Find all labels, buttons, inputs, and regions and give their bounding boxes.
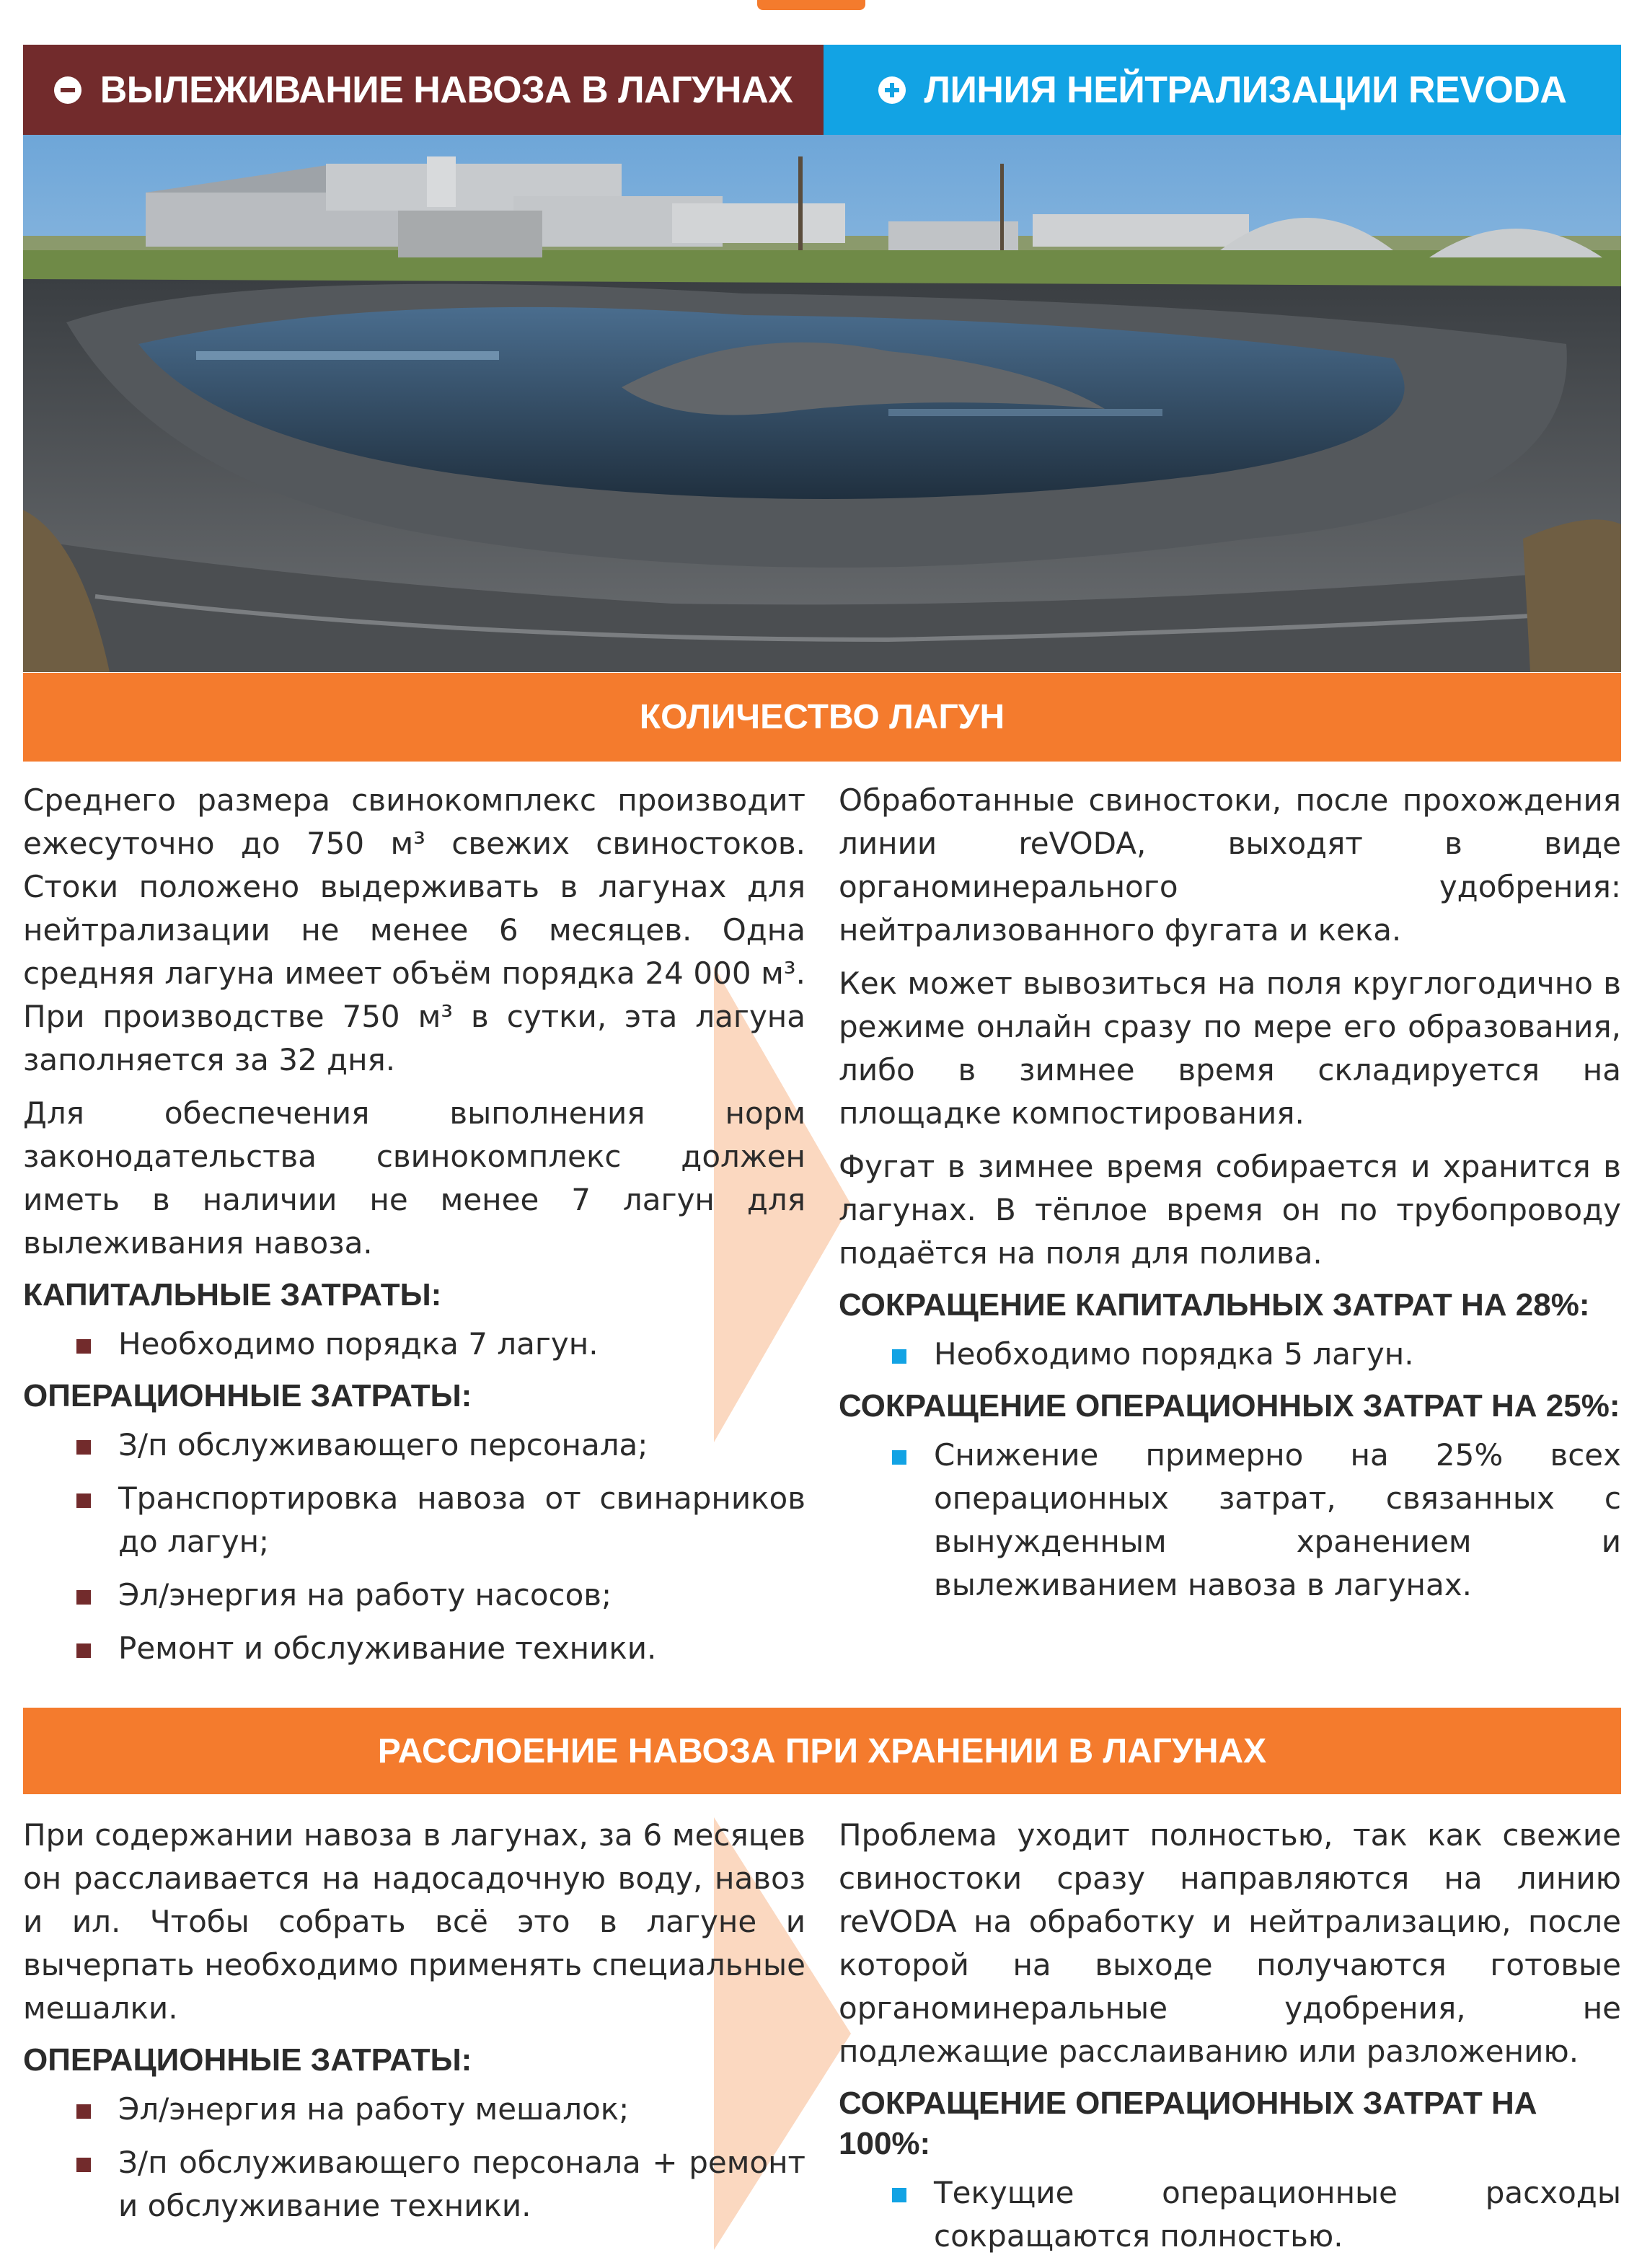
header-revoda-line [824, 45, 1621, 135]
opex-reduction-heading: СОКРАЩЕНИЕ ОПЕРАЦИОННЫХ ЗАТРАТ НА 100%: [839, 2086, 1537, 2161]
list-item: Текущие операционные расходы сокращаются полностью. [839, 2171, 1621, 2258]
capex-list [23, 1323, 805, 1366]
header-right-label: ЛИНИЯ НЕЙТРАЛИЗАЦИИ REVODA [924, 69, 1567, 111]
bullet-square-icon [76, 2104, 91, 2119]
bullet-square-icon [76, 1440, 91, 1455]
list-item: Необходимо порядка 7 лагун. [23, 1323, 805, 1366]
paragraph: Проблема уходит полностью, так как свежие свиностоки сразу направляются на линию reVODA на обработку и нейтрализацию, после которой на выходе получаются готовые органоминеральные удобрения, не подлежащие расслаиванию или разложению. [839, 1817, 1621, 2069]
paragraph: Кек может вывозиться на поля круглогодично в режиме онлайн сразу по мере его образования, либо в зимнее время складируется на площадке компостирования. [839, 966, 1621, 1131]
paragraph: Фугат в зимнее время собирается и хранится в лагунах. В тёплое время он по трубопроводу подаётся на поля для полива. [839, 1149, 1621, 1271]
list-item: Эл/энергия на работу мешалок; [23, 2088, 805, 2131]
plus-circle-icon [878, 76, 906, 104]
section2-right-column [839, 1814, 1621, 2268]
opex-list [23, 1424, 805, 1670]
capex-list [839, 1333, 1621, 1376]
list-item: З/п обслуживающего персонала; [23, 1424, 805, 1467]
bullet-square-icon [76, 1339, 91, 1354]
opex-heading: ОПЕРАЦИОННЫЕ ЗАТРАТЫ: [23, 1378, 472, 1413]
capex-heading: КАПИТАЛЬНЫЕ ЗАТРАТЫ: [23, 1277, 442, 1312]
bullet-square-icon [76, 1493, 91, 1508]
section1-right-column [839, 779, 1621, 1617]
bullet-square-icon [76, 1643, 91, 1658]
opex-reduction-heading: СОКРАЩЕНИЕ ОПЕРАЦИОННЫХ ЗАТРАТ НА 25%: [839, 1388, 1620, 1424]
list-item: Необходимо порядка 5 лагун. [839, 1333, 1621, 1376]
paragraph: Среднего размера свинокомплекс производит ежесуточно до 750 м³ свежих свиностоков. Стоки положено выдерживать в лагунах для нейтрализации не менее 6 месяцев. Одна средняя лагуна имеет объём порядка 24 000 м³. При производстве 750 м³ в сутки, эта лагуна заполняется за 32 дня. [23, 782, 805, 1077]
bullet-square-icon [76, 2158, 91, 2172]
section-stratification-title [23, 1708, 1621, 1794]
opex-list [839, 2171, 1621, 2258]
bullet-square-icon [892, 1349, 906, 1364]
opex-heading: ОПЕРАЦИОННЫЕ ЗАТРАТЫ: [23, 2042, 472, 2078]
top-decoration [757, 0, 865, 10]
section1-left-column [23, 779, 805, 1680]
paragraph: При содержании навоза в лагунах, за 6 месяцев он расслаивается на надосадочную воду, навоз и ил. Чтобы собрать всё это в лагуне и вычерпать необходимо применять специальные мешалки. [23, 1817, 805, 2026]
opex-list [23, 2088, 805, 2228]
header-left-label: ВЫЛЕЖИВАНИЕ НАВОЗА В ЛАГУНАХ [100, 69, 793, 111]
capex-reduction-heading: СОКРАЩЕНИЕ КАПИТАЛЬНЫХ ЗАТРАТ НА 28%: [839, 1287, 1590, 1323]
list-item: Снижение примерно на 25% всех операционных затрат, связанных с вынужденным хранением и вылеживанием навоза в лагунах. [839, 1434, 1621, 1607]
header-lagoon-aging [23, 45, 824, 135]
bullet-square-icon [892, 1450, 906, 1465]
bullet-square-icon [892, 2188, 906, 2202]
section2-left-column [23, 1814, 805, 2238]
section1-title: КОЛИЧЕСТВО ЛАГУН [639, 698, 1005, 736]
list-item: Транспортировка навоза от свинарников до лагун; [23, 1477, 805, 1563]
minus-circle-icon [54, 76, 81, 104]
section2-title: РАССЛОЕНИЕ НАВОЗА ПРИ ХРАНЕНИИ В ЛАГУНАХ [377, 1731, 1267, 1770]
bullet-square-icon [76, 1590, 91, 1605]
list-item: Эл/энергия на работу насосов; [23, 1574, 805, 1617]
opex-list [839, 1434, 1621, 1607]
list-item: Ремонт и обслуживание техники. [23, 1627, 805, 1670]
paragraph: Для обеспечения выполнения норм законодательства свинокомплекс должен иметь в наличии не менее 7 лагун для вылеживания навоза. [23, 1095, 805, 1261]
section-lagoon-count-title [23, 673, 1621, 762]
lagoon-photo [23, 135, 1621, 672]
list-item: З/п обслуживающего персонала + ремонт и обслуживание техники. [23, 2141, 805, 2228]
paragraph: Обработанные свиностоки, после прохождения линии reVODA, выходят в виде органоминерального удобрения: нейтрализованного фугата и кека. [839, 782, 1621, 948]
